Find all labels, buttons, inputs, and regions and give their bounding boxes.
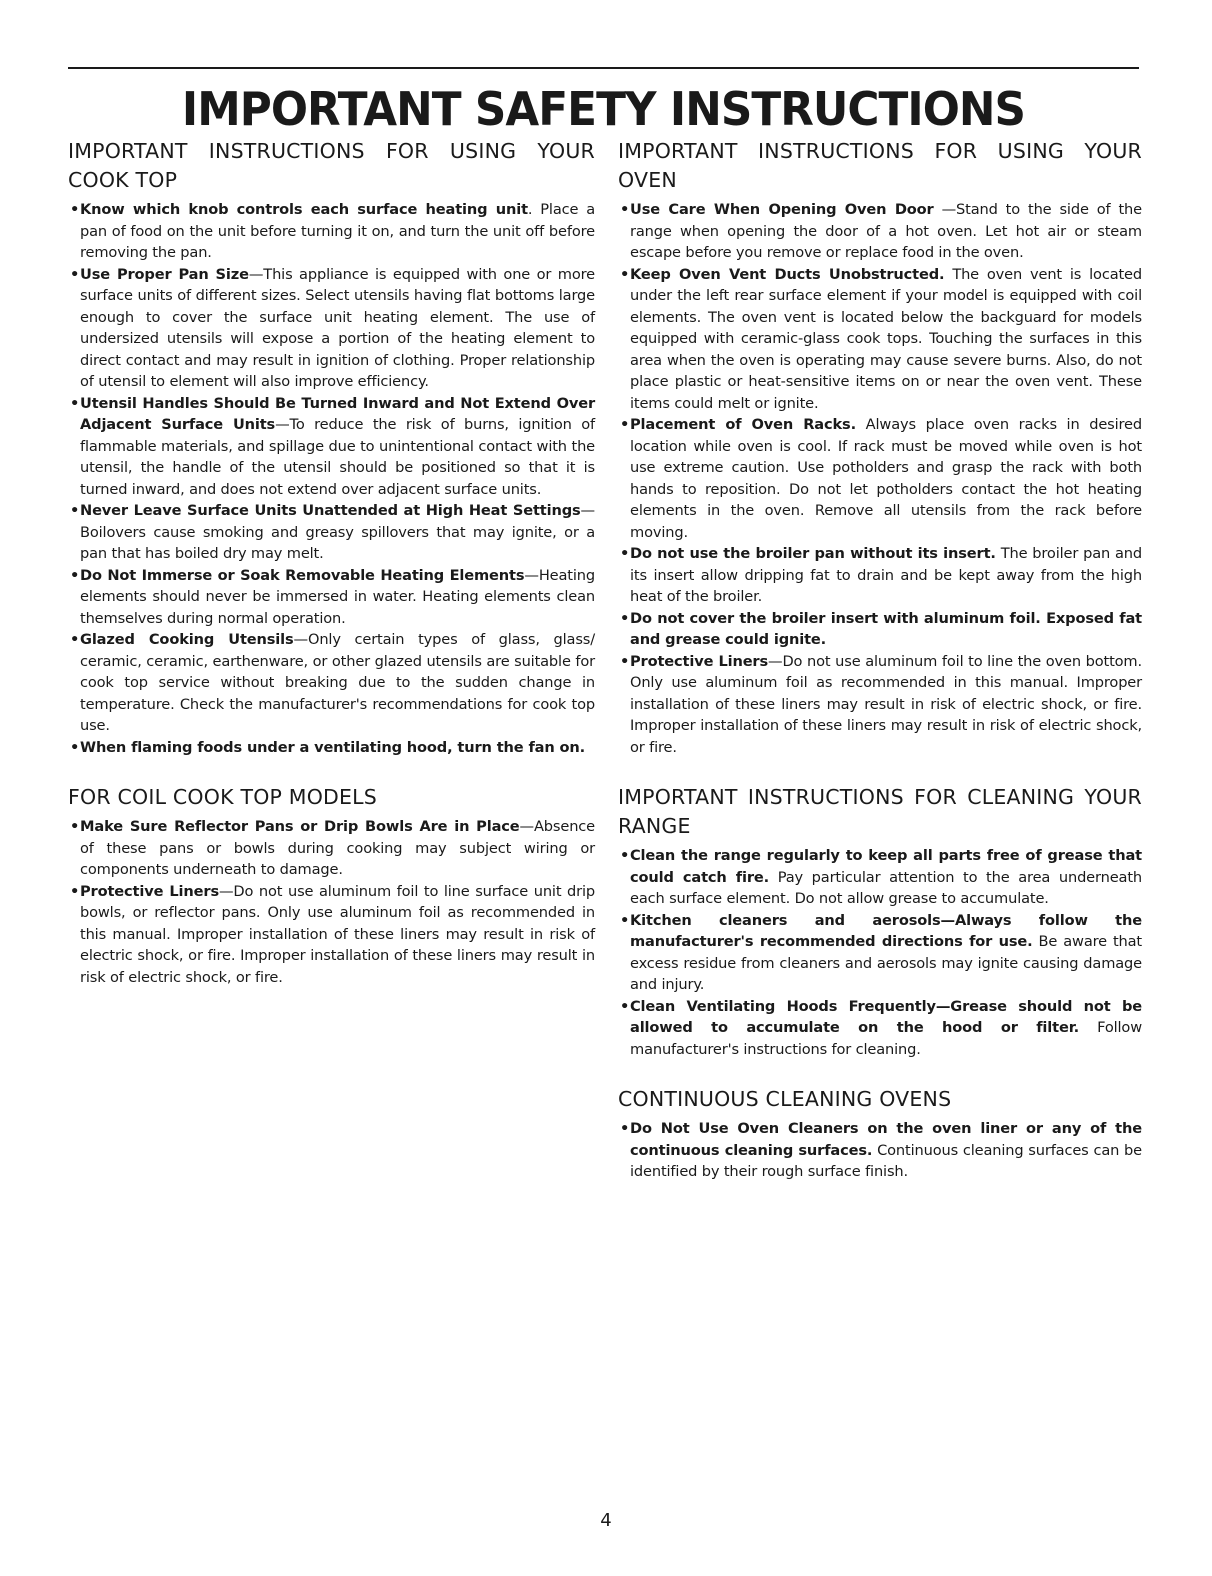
item-text: —Absence of these pans or bowls during cooking may subject wiring or components underneath to damage. [80,818,595,878]
item-lead: Do not cover the broiler insert with aluminum foil. Exposed fat and grease could ignite. [630,609,1142,648]
cleaning-list [618,845,1142,1060]
item-lead: Kitchen cleaners and aerosols—Always follow the manufacturer's recommended directions for use. [630,911,1142,950]
item-text: . Place a pan of food on the unit before turning it on, and turn the unit off before removing the pan. [80,201,595,261]
item-lead: Clean Ventilating Hoods Frequently—Grease should not be allowed to accumulate on the hood or filter. [630,997,1142,1036]
item-text: —Heating elements should never be immersed in water. Heating elements clean themselves during normal operation. [80,566,595,627]
item-lead: Keep Oven Vent Ducts Unobstructed. [630,265,945,283]
item-lead: When flaming foods under a ventilating hood, turn the fan on. [80,738,586,756]
item-text: —Do not use aluminum foil to line the oven bottom. Only use aluminum foil as recommended in this manual. Improper installation of these liners may result in risk of electric shock, or fire. Improper installation of these liners may result in risk of electric shock, or fire. [630,652,1142,756]
oven-heading: IMPORTANT INSTRUCTIONS FOR USING YOUR OVEN [618,139,1142,192]
top-rule [68,67,1139,69]
list-item [618,199,1142,264]
item-lead: Make Sure Reflector Pans or Drip Bowls Are in Place [80,818,520,835]
list-item [618,845,1142,910]
bullet-icon: • [70,882,80,900]
cleaning-heading: IMPORTANT INSTRUCTIONS FOR CLEANING YOUR RANGE [618,785,1142,838]
bullet-icon: • [620,416,630,433]
list-item [618,1118,1142,1183]
list-item [68,393,595,501]
bullet-icon: • [620,997,630,1015]
bullet-icon: • [620,609,630,627]
list-item [618,651,1142,759]
bullet-icon: • [620,652,630,670]
bullet-icon: • [70,394,80,412]
cooktop-list [68,199,595,758]
list-item [68,816,595,881]
item-text: Always place oven racks in desired location while oven is cool. If rack must be moved while oven is hot use extreme caution. Use potholders and grasp the rack with both hands to reposition. Do not let potholders contact the hot heating elements in the oven. Remove all utensils from the rack before moving. [630,416,1142,541]
item-lead: Do Not Immerse or Soak Removable Heating Elements [80,566,525,584]
list-item [68,565,595,630]
page-number: 4 [600,1510,612,1531]
cooktop-heading: IMPORTANT INSTRUCTIONS FOR USING YOUR COOK TOP [68,139,595,192]
list-item [618,910,1142,996]
list-item [618,543,1142,608]
bullet-icon: • [620,1120,630,1137]
item-text: —To reduce the risk of burns, ignition of flammable materials, and spillage due to unintentional contact with the utensil, the handle of the utensil should be positioned so that it is turned inward, and does not extend over adjacent surface units. [80,416,596,498]
continuous-list [618,1118,1142,1183]
item-text: —Stand to the side of the range when opening the door of a hot oven. Let hot air or steam escape before you remove or replace food in the oven. [630,201,1142,261]
bullet-icon: • [620,545,630,562]
coil-heading: FOR COIL COOK TOP MODELS [68,785,377,809]
left-column [68,137,595,988]
item-lead: Use Proper Pan Size [80,265,249,283]
item-lead: Placement of Oven Racks. [630,416,856,433]
list-item [68,737,595,759]
item-lead: Know which knob controls each surface heating unit [80,201,528,218]
item-lead: Protective Liners [630,652,769,670]
continuous-heading: CONTINUOUS CLEANING OVENS [618,1087,952,1111]
item-text: —This appliance is equipped with one or more surface units of different sizes. Select utensils having flat bottoms large enough to cover the surface unit heating element. The use of undersized utensils will expose a portion of the heating element to direct contact and may result in ignition of clothing. Proper relationship of utensil to element will also improve efficiency. [80,265,596,390]
list-item [68,264,595,393]
oven-list [618,199,1142,758]
item-lead: Never Leave Surface Units Unattended at High Heat Settings [80,502,581,519]
item-lead: Do Not Use Oven Cleaners on the oven liner or any of the continuous cleaning surfaces. [630,1120,1142,1159]
item-text: The broiler pan and its insert allow dripping fat to drain and be kept away from the high heat of the broiler. [630,545,1142,605]
coil-list [68,816,595,988]
list-item [618,608,1142,651]
bullet-icon: • [620,201,630,218]
item-lead: Glazed Cooking Utensils [80,631,294,648]
list-item [68,629,595,737]
bullet-icon: • [70,818,80,835]
item-text: Pay particular attention to the area underneath each surface element. Do not allow grease to accumulate. [630,868,1142,907]
list-item [68,881,595,989]
page-title: IMPORTANT SAFETY INSTRUCTIONS [181,82,1026,136]
item-lead: Clean the range regularly to keep all parts free of grease that could catch fire. [630,847,1142,886]
list-item [618,414,1142,543]
item-text: —Only certain types of glass, glass/ ceramic, ceramic, earthenware, or other glazed utensils are suitable for cook top service without breaking due to the sudden change in temperature. Check the manufacturer's recommendations for cook top use. [80,631,595,734]
bullet-icon: • [70,201,80,218]
item-lead: Protective Liners [80,882,219,900]
bullet-icon: • [70,566,80,584]
list-item [68,500,595,565]
bullet-icon: • [620,847,630,864]
list-item [68,199,595,264]
bullet-icon: • [620,265,630,283]
item-lead: Utensil Handles Should Be Turned Inward and Not Extend Over Adjacent Surface Units [80,394,595,433]
bullet-icon: • [70,502,80,519]
right-column [618,137,1142,1183]
item-lead: Use Care When Opening Oven Door [630,201,934,218]
bullet-icon: • [70,265,80,283]
bullet-icon: • [70,738,80,756]
list-item [618,264,1142,415]
item-text: Follow manufacturer's instructions for cleaning. [630,1019,1142,1058]
item-text: Be aware that excess residue from cleaners and aerosols may ignite causing damage and injury. [630,933,1142,993]
bullet-icon: • [620,911,630,929]
item-lead: Do not use the broiler pan without its insert. [630,545,996,562]
item-text: The oven vent is located under the left rear surface element if your model is equipped with coil elements. The oven vent is located below the backguard for models equipped with ceramic-glass cook tops. Touching the surfaces in this area when the oven is operating may cause severe burns. Also, do not place plastic or heat-sensitive items on or near the oven vent. These items could melt or ignite. [630,265,1143,412]
item-text: —Boilovers cause smoking and greasy spillovers that may ignite, or a pan that has boiled dry may melt. [80,502,595,562]
item-text: —Do not use aluminum foil to line surface unit drip bowls, or reflector pans. Only use aluminum foil as recommended in this manual. Improper installation of these liners may result in risk of electric shock, or fire. Improper installation of these liners may result in risk of electric shock, or fire. [80,882,596,986]
item-text: Continuous cleaning surfaces can be identified by their rough surface finish. [630,1141,1142,1180]
bullet-icon: • [70,631,80,648]
list-item [618,996,1142,1061]
